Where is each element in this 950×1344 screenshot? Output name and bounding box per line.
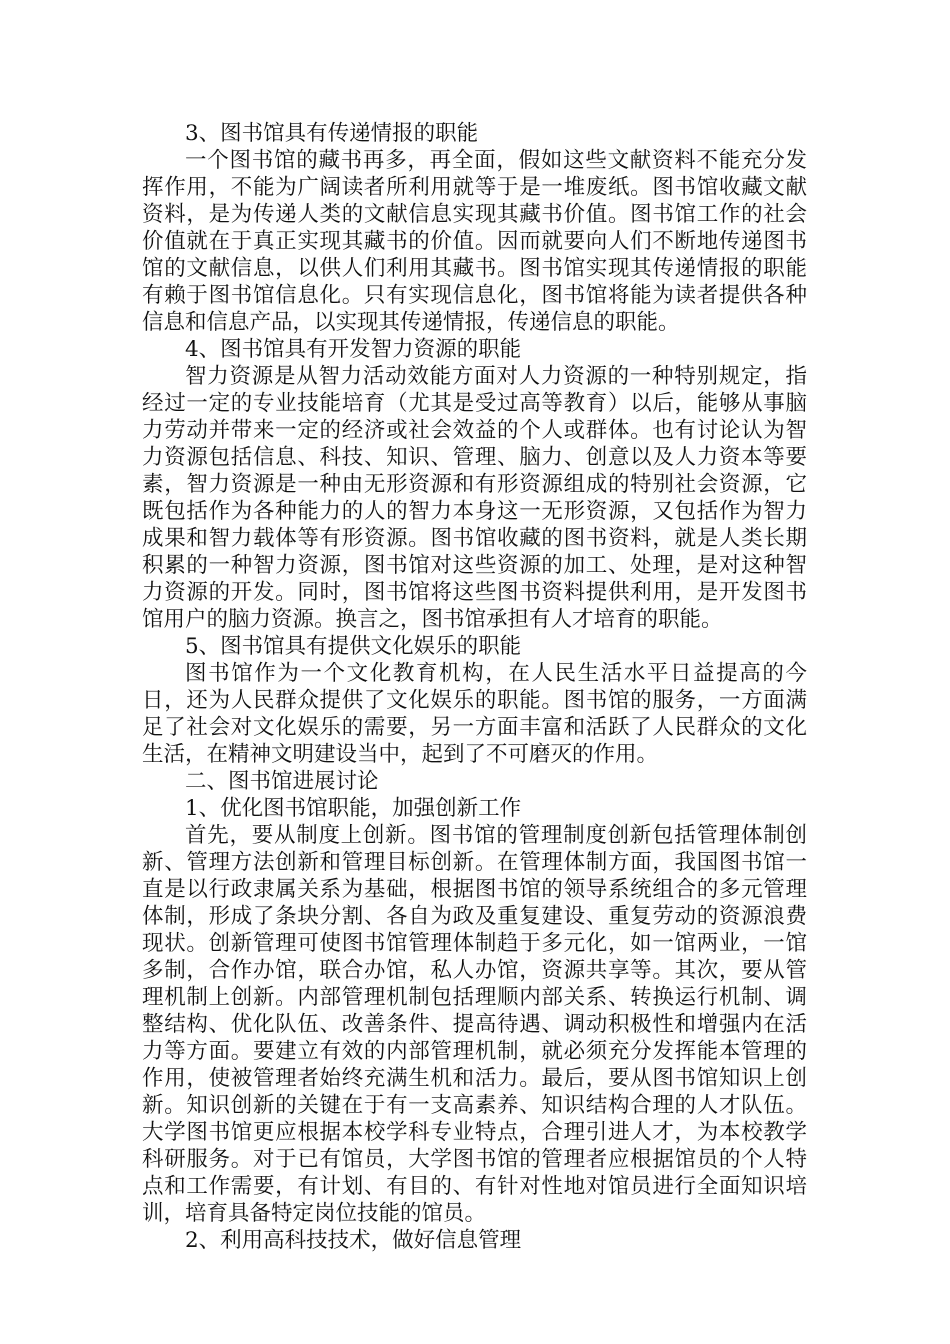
section-heading: 1、优化图书馆职能，加强创新工作 xyxy=(185,796,522,821)
chapter-heading: 二、图书馆进展讨论 xyxy=(185,769,379,794)
body-paragraph: 一个图书馆的藏书再多，再全面，假如这些文献资料不能充分发挥作用，不能为广阔读者所利用就等于是一堆废纸。图书馆收藏文献资料，是为传递人类的文献信息实现其藏书价值。图书馆工作的社会价值就在于真正实现其藏书的价值。因而就要向人们不断地传递图书馆的文献信息，以供人们利用其藏书。图书馆实现其传递情报的职能有赖于图书馆信息化。只有实现信息化，图书馆将能为读者提供各种信息和信息产品，以实现其传递情报，传递信息的职能。 xyxy=(142,148,807,335)
body-paragraph: 图书馆作为一个文化教育机构，在人民生活水平日益提高的今日，还为人民群众提供了文化娱乐的职能。图书馆的服务，一方面满足了社会对文化娱乐的需要，另一方面丰富和活跃了人民群众的文化生活，在精神文明建设当中，起到了不可磨灭的作用。 xyxy=(142,661,807,767)
body-paragraph: 首先，要从制度上创新。图书馆的管理制度创新包括管理体制创新、管理方法创新和管理目标创新。在管理体制方面，我国图书馆一直是以行政隶属关系为基础，根据图书馆的领导系统组合的多元管理体制，形成了条块分割、各自为政及重复建设、重复劳动的资源浪费现状。创新管理可使图书馆管理体制趋于多元化，如一馆两业，一馆多制，合作办馆，联合办馆，私人办馆，资源共享等。其次，要从管理机制上创新。内部管理机制包括理顺内部关系、转换运行机制、调整结构、优化队伍、改善条件、提高待遇、调动积极性和增强内在活力等方面。要建立有效的内部管理机制，就必须充分发挥能本管理的作用，使被管理者始终充满生机和活力。最后，要从图书馆知识上创新。知识创新的关键在于有一支高素养、知识结构合理的人才队伍。大学图书馆更应根据本校学科专业特点，合理引进人才，为本校教学科研服务。对于已有馆员，大学图书馆的管理者应根据馆员的个人特点和工作需要，有计划、有目的、有针对性地对馆员进行全面知识培训，培育具备特定岗位技能的馆员。 xyxy=(142,823,807,1226)
body-paragraph: 智力资源是从智力活动效能方面对人力资源的一种特别规定，指经过一定的专业技能培育（尤其是受过高等教育）以后，能够从事脑力劳动并带来一定的经济或社会效益的个人或群体。也有讨论认为智力资源包括信息、科技、知识、管理、脑力、创意以及人力资本等要素，智力资源是一种由无形资源和有形资源组成的特别社会资源，它既包括作为各种能力的人的智力本身这一无形资源，又包括作为智力成果和智力载体等有形资源。图书馆收藏的图书资料，就是人类长期积累的一种智力资源，图书馆对这些资源的加工、处理，是对这种智力资源的开发。同时，图书馆将这些图书资料提供利用，是开发图书馆用户的脑力资源。换言之，图书馆承担有人才培育的职能。 xyxy=(142,364,807,632)
section-heading: 2、利用高科技技术，做好信息管理 xyxy=(185,1228,522,1253)
section-heading: 3、图书馆具有传递情报的职能 xyxy=(185,121,479,146)
section-heading: 5、图书馆具有提供文化娱乐的职能 xyxy=(185,634,522,659)
document-body xyxy=(142,120,807,1254)
section-heading: 4、图书馆具有开发智力资源的职能 xyxy=(185,337,522,362)
